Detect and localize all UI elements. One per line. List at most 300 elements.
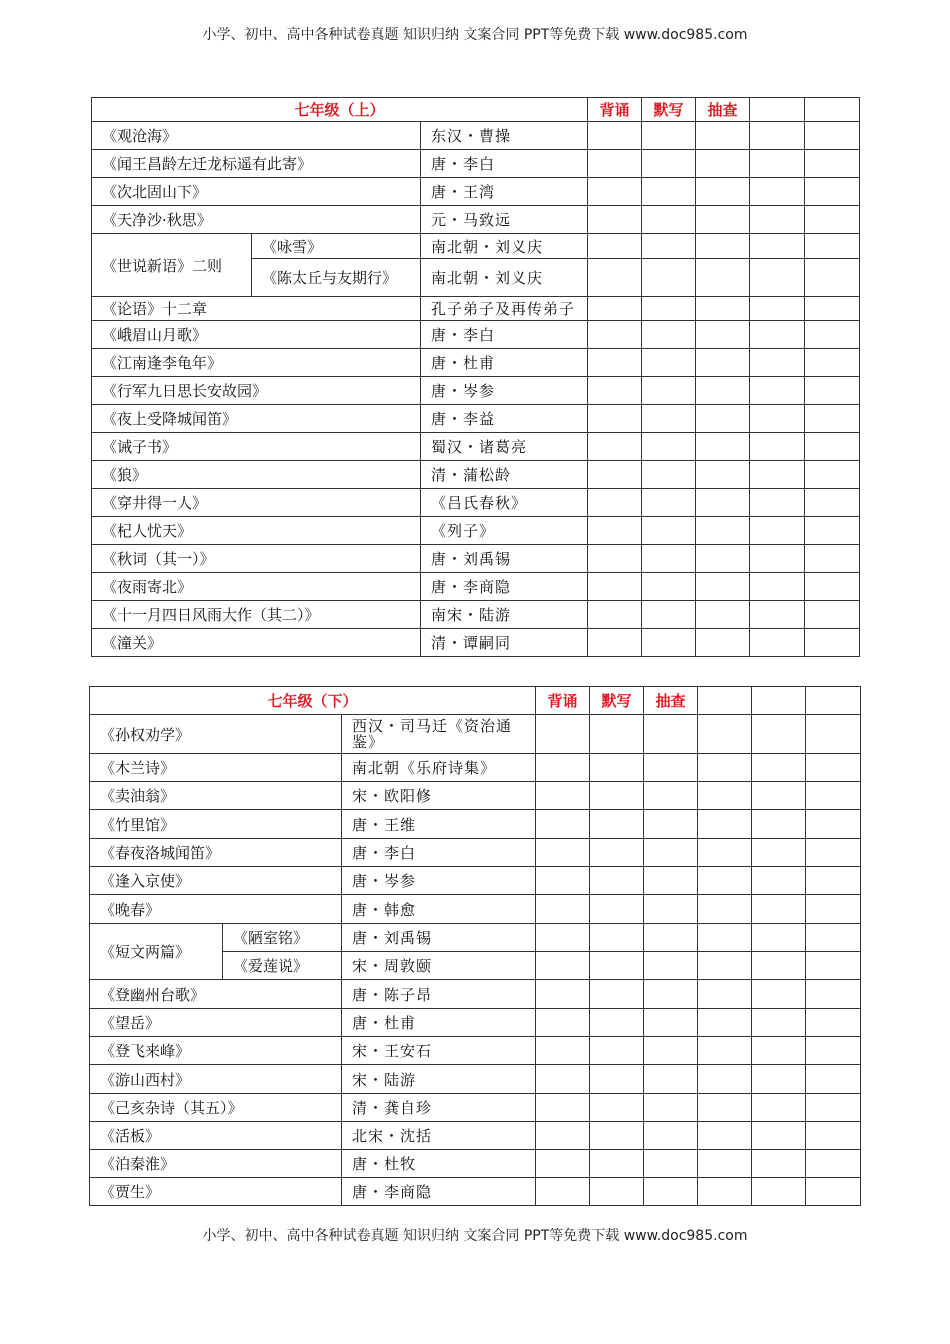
- recite-cell[interactable]: [536, 895, 590, 924]
- blank-cell[interactable]: [698, 715, 752, 754]
- table-row: [90, 1178, 861, 1206]
- check-cell[interactable]: [644, 839, 698, 867]
- blank-cell[interactable]: [750, 489, 805, 517]
- recite-cell[interactable]: [588, 349, 642, 377]
- work-title: 《观沧海》: [92, 122, 421, 150]
- work-author: 南北朝・刘义庆: [421, 234, 588, 259]
- recite-cell[interactable]: [536, 715, 590, 754]
- check-cell[interactable]: [696, 206, 750, 234]
- recite-cell[interactable]: [588, 405, 642, 433]
- work-title: 《竹里馆》: [90, 810, 342, 839]
- check-cell[interactable]: [696, 178, 750, 206]
- blank-cell[interactable]: [806, 1178, 861, 1206]
- check-cell[interactable]: [696, 433, 750, 461]
- blank-cell[interactable]: [752, 810, 806, 839]
- dictate-cell[interactable]: [642, 377, 696, 405]
- check-cell[interactable]: [696, 601, 750, 629]
- table-row: [92, 573, 860, 601]
- check-cell[interactable]: [644, 1150, 698, 1178]
- sub-work-title: 《陈太丘与友期行》: [252, 259, 421, 297]
- table-row: [92, 461, 860, 489]
- check-cell[interactable]: [644, 980, 698, 1009]
- blank-cell[interactable]: [752, 867, 806, 895]
- check-cell[interactable]: [644, 952, 698, 980]
- blank-cell[interactable]: [698, 952, 752, 980]
- blank-cell[interactable]: [805, 150, 860, 178]
- table-row: [92, 517, 860, 545]
- blank-cell[interactable]: [750, 349, 805, 377]
- blank-cell[interactable]: [752, 754, 806, 782]
- check-cell[interactable]: [696, 259, 750, 297]
- table-row: [92, 545, 860, 573]
- blank-cell[interactable]: [805, 517, 860, 545]
- work-title: 《狼》: [92, 461, 421, 489]
- table-row: [92, 150, 860, 178]
- work-author: 唐・李白: [421, 150, 588, 178]
- blank-cell[interactable]: [805, 489, 860, 517]
- recite-cell[interactable]: [536, 782, 590, 810]
- work-title: 《逢入京使》: [90, 867, 342, 895]
- recite-cell[interactable]: [588, 259, 642, 297]
- blank-cell[interactable]: [805, 601, 860, 629]
- blank-cell[interactable]: [752, 839, 806, 867]
- dictate-cell[interactable]: [642, 297, 696, 321]
- work-title: 《闻王昌龄左迁龙标遥有此寄》: [92, 150, 421, 178]
- dictate-cell[interactable]: [642, 259, 696, 297]
- blank-cell[interactable]: [752, 1065, 806, 1094]
- dictate-cell[interactable]: [642, 573, 696, 601]
- dictate-cell[interactable]: [642, 489, 696, 517]
- recite-cell[interactable]: [588, 150, 642, 178]
- blank-cell[interactable]: [698, 810, 752, 839]
- col-dictate: 默写: [642, 98, 696, 122]
- work-author: 南宋・陆游: [421, 601, 588, 629]
- dictate-cell[interactable]: [642, 405, 696, 433]
- dictate-cell[interactable]: [590, 1150, 644, 1178]
- blank-cell[interactable]: [805, 178, 860, 206]
- work-title: 《十一月四日风雨大作（其二）》: [92, 601, 421, 629]
- col-check: 抽查: [696, 98, 750, 122]
- recite-cell[interactable]: [588, 489, 642, 517]
- dictate-cell[interactable]: [642, 433, 696, 461]
- recite-cell[interactable]: [536, 1122, 590, 1150]
- check-cell[interactable]: [644, 715, 698, 754]
- blank-cell[interactable]: [752, 895, 806, 924]
- table-row: [90, 980, 861, 1009]
- recite-cell[interactable]: [588, 629, 642, 657]
- blank-cell[interactable]: [752, 1122, 806, 1150]
- work-title: 《次北固山下》: [92, 178, 421, 206]
- blank-cell[interactable]: [806, 715, 861, 754]
- recite-cell[interactable]: [536, 810, 590, 839]
- check-cell[interactable]: [644, 1178, 698, 1206]
- table-row: [90, 1065, 861, 1094]
- check-cell[interactable]: [696, 297, 750, 321]
- recite-cell[interactable]: [536, 1037, 590, 1065]
- sub-work-title: 《陋室铭》: [223, 924, 342, 952]
- blank-cell[interactable]: [752, 782, 806, 810]
- blank-cell[interactable]: [698, 924, 752, 952]
- table-header-row: [92, 98, 860, 122]
- dictate-cell[interactable]: [642, 461, 696, 489]
- work-title: 《木兰诗》: [90, 754, 342, 782]
- blank-cell[interactable]: [806, 867, 861, 895]
- work-title: 《天净沙·秋思》: [92, 206, 421, 234]
- work-author: 唐・刘禹锡: [342, 924, 536, 952]
- dictate-cell[interactable]: [642, 517, 696, 545]
- work-title: 《卖油翁》: [90, 782, 342, 810]
- work-title: 《峨眉山月歌》: [92, 321, 421, 349]
- work-author: 宋・周敦颐: [342, 952, 536, 980]
- work-author: 唐・李商隐: [421, 573, 588, 601]
- work-title: 《孙权劝学》: [90, 715, 342, 754]
- blank-cell[interactable]: [698, 895, 752, 924]
- sub-work-title: 《咏雪》: [252, 234, 421, 259]
- recite-cell[interactable]: [588, 517, 642, 545]
- work-author: 唐・王湾: [421, 178, 588, 206]
- blank-cell[interactable]: [806, 1150, 861, 1178]
- work-author: 唐・岑参: [342, 867, 536, 895]
- blank-cell[interactable]: [698, 754, 752, 782]
- blank-cell: [750, 98, 805, 122]
- blank-cell[interactable]: [805, 259, 860, 297]
- work-title: 《春夜洛城闻笛》: [90, 839, 342, 867]
- blank-cell[interactable]: [750, 178, 805, 206]
- blank-cell[interactable]: [750, 573, 805, 601]
- blank-cell[interactable]: [752, 980, 806, 1009]
- sub-work-title: 《爱莲说》: [223, 952, 342, 980]
- dictate-cell[interactable]: [642, 234, 696, 259]
- table-row: [92, 122, 860, 150]
- table-row: [92, 489, 860, 517]
- col-check: 抽查: [644, 687, 698, 715]
- work-author: 唐・李益: [421, 405, 588, 433]
- blank-cell[interactable]: [698, 1037, 752, 1065]
- recite-cell[interactable]: [588, 234, 642, 259]
- table-row: [92, 629, 860, 657]
- blank-cell[interactable]: [752, 1150, 806, 1178]
- work-title: 《望岳》: [90, 1009, 342, 1037]
- dictate-cell[interactable]: [590, 782, 644, 810]
- dictate-cell[interactable]: [590, 1122, 644, 1150]
- blank-cell[interactable]: [805, 297, 860, 321]
- work-title: 《活板》: [90, 1122, 342, 1150]
- blank-cell[interactable]: [750, 259, 805, 297]
- work-title: 《杞人忧天》: [92, 517, 421, 545]
- check-cell[interactable]: [644, 895, 698, 924]
- table-row: [90, 924, 861, 952]
- dictate-cell[interactable]: [590, 754, 644, 782]
- work-title: 《江南逢李龟年》: [92, 349, 421, 377]
- work-title: 《泊秦淮》: [90, 1150, 342, 1178]
- blank-cell[interactable]: [750, 206, 805, 234]
- work-author: 唐・岑参: [421, 377, 588, 405]
- recite-cell[interactable]: [536, 980, 590, 1009]
- table-row: [92, 405, 860, 433]
- blank-cell[interactable]: [752, 1094, 806, 1122]
- blank-cell[interactable]: [806, 810, 861, 839]
- recite-cell[interactable]: [536, 1150, 590, 1178]
- recite-cell[interactable]: [588, 433, 642, 461]
- blank-cell[interactable]: [698, 839, 752, 867]
- dictate-cell[interactable]: [590, 895, 644, 924]
- work-title: 《游山西村》: [90, 1065, 342, 1094]
- dictate-cell[interactable]: [642, 150, 696, 178]
- recite-cell[interactable]: [536, 839, 590, 867]
- dictate-cell[interactable]: [642, 178, 696, 206]
- blank-cell[interactable]: [805, 433, 860, 461]
- blank-cell[interactable]: [752, 952, 806, 980]
- blank-cell: [698, 687, 752, 715]
- blank-cell[interactable]: [750, 377, 805, 405]
- work-author: 南北朝・刘义庆: [421, 259, 588, 297]
- blank-cell[interactable]: [750, 433, 805, 461]
- recite-cell[interactable]: [536, 924, 590, 952]
- table-row: [90, 867, 861, 895]
- table-row: [90, 839, 861, 867]
- blank-cell[interactable]: [806, 1009, 861, 1037]
- blank-cell[interactable]: [698, 980, 752, 1009]
- blank-cell[interactable]: [752, 924, 806, 952]
- work-author: 唐・杜甫: [342, 1009, 536, 1037]
- blank-cell[interactable]: [805, 377, 860, 405]
- col-recite: 背诵: [536, 687, 590, 715]
- table-row: [92, 433, 860, 461]
- table-row: [90, 1122, 861, 1150]
- dictate-cell[interactable]: [642, 206, 696, 234]
- recite-cell[interactable]: [588, 321, 642, 349]
- check-cell[interactable]: [644, 754, 698, 782]
- table-row: [92, 178, 860, 206]
- table-row: [92, 321, 860, 349]
- recite-cell[interactable]: [536, 754, 590, 782]
- blank-cell[interactable]: [752, 1009, 806, 1037]
- recite-cell[interactable]: [536, 1178, 590, 1206]
- blank-cell[interactable]: [752, 715, 806, 754]
- blank-cell[interactable]: [805, 206, 860, 234]
- recite-cell[interactable]: [588, 178, 642, 206]
- recite-cell[interactable]: [588, 297, 642, 321]
- table-row: [90, 1150, 861, 1178]
- dictate-cell[interactable]: [642, 122, 696, 150]
- work-author: 唐・杜甫: [421, 349, 588, 377]
- table-row: [90, 754, 861, 782]
- blank-cell[interactable]: [698, 1178, 752, 1206]
- table-row: [92, 297, 860, 321]
- check-cell[interactable]: [644, 1037, 698, 1065]
- check-cell[interactable]: [696, 122, 750, 150]
- blank-cell[interactable]: [698, 782, 752, 810]
- table-title: 七年级（上）: [92, 98, 588, 122]
- page-header: 小学、初中、高中各种试卷真题 知识归纳 文案合同 PPT等免费下载 www.doc985.com: [202, 27, 748, 43]
- work-author: 清・蒲松龄: [421, 461, 588, 489]
- work-author: 唐・韩愈: [342, 895, 536, 924]
- col-dictate: 默写: [590, 687, 644, 715]
- dictate-cell[interactable]: [590, 1178, 644, 1206]
- blank-cell[interactable]: [806, 1065, 861, 1094]
- check-cell[interactable]: [696, 234, 750, 259]
- page-footer: 小学、初中、高中各种试卷真题 知识归纳 文案合同 PPT等免费下载 www.doc985.com: [202, 1228, 748, 1244]
- blank-cell[interactable]: [750, 321, 805, 349]
- recite-cell[interactable]: [588, 377, 642, 405]
- check-cell[interactable]: [696, 545, 750, 573]
- table-row: [90, 1037, 861, 1065]
- dictate-cell[interactable]: [642, 629, 696, 657]
- work-title: 《诫子书》: [92, 433, 421, 461]
- table-row: [90, 1094, 861, 1122]
- blank-cell[interactable]: [750, 122, 805, 150]
- work-author: 唐・陈子昂: [342, 980, 536, 1009]
- dictate-cell[interactable]: [590, 810, 644, 839]
- check-cell[interactable]: [644, 1009, 698, 1037]
- recite-cell[interactable]: [536, 1065, 590, 1094]
- recite-cell[interactable]: [536, 1094, 590, 1122]
- check-cell[interactable]: [696, 377, 750, 405]
- blank-cell[interactable]: [698, 1065, 752, 1094]
- dictate-cell[interactable]: [590, 715, 644, 754]
- work-author: 唐・刘禹锡: [421, 545, 588, 573]
- blank-cell[interactable]: [750, 150, 805, 178]
- check-cell[interactable]: [644, 867, 698, 895]
- work-author: 宋・欧阳修: [342, 782, 536, 810]
- work-author: 唐・王维: [342, 810, 536, 839]
- blank-cell[interactable]: [750, 545, 805, 573]
- work-title: 《登幽州台歌》: [90, 980, 342, 1009]
- blank-cell[interactable]: [806, 1122, 861, 1150]
- table-header-row: [90, 687, 861, 715]
- blank-cell[interactable]: [806, 924, 861, 952]
- blank-cell[interactable]: [805, 629, 860, 657]
- blank-cell[interactable]: [698, 1094, 752, 1122]
- blank-cell[interactable]: [805, 349, 860, 377]
- blank-cell[interactable]: [698, 1122, 752, 1150]
- dictate-cell[interactable]: [642, 601, 696, 629]
- col-recite: 背诵: [588, 98, 642, 122]
- blank-cell[interactable]: [752, 1037, 806, 1065]
- table-title: 七年级（下）: [90, 687, 536, 715]
- recite-cell[interactable]: [536, 1009, 590, 1037]
- blank-cell[interactable]: [805, 122, 860, 150]
- blank-cell[interactable]: [750, 629, 805, 657]
- check-cell[interactable]: [696, 489, 750, 517]
- check-cell[interactable]: [696, 461, 750, 489]
- check-cell[interactable]: [644, 782, 698, 810]
- work-title: 《论语》十二章: [92, 297, 421, 321]
- check-cell[interactable]: [644, 1094, 698, 1122]
- work-author: 唐・李白: [421, 321, 588, 349]
- blank-cell: [752, 687, 806, 715]
- blank-cell[interactable]: [698, 1150, 752, 1178]
- check-cell[interactable]: [696, 321, 750, 349]
- check-cell[interactable]: [644, 924, 698, 952]
- work-author: 《列子》: [421, 517, 588, 545]
- check-cell[interactable]: [696, 629, 750, 657]
- recite-cell[interactable]: [588, 461, 642, 489]
- recite-cell[interactable]: [588, 545, 642, 573]
- blank-cell[interactable]: [805, 234, 860, 259]
- blank-cell[interactable]: [750, 601, 805, 629]
- blank-cell[interactable]: [750, 297, 805, 321]
- recite-cell[interactable]: [536, 952, 590, 980]
- dictate-cell[interactable]: [590, 1094, 644, 1122]
- dictate-cell[interactable]: [590, 1009, 644, 1037]
- work-title: 《夜雨寄北》: [92, 573, 421, 601]
- blank-cell[interactable]: [750, 234, 805, 259]
- blank-cell[interactable]: [806, 952, 861, 980]
- recite-cell[interactable]: [588, 206, 642, 234]
- check-cell[interactable]: [696, 349, 750, 377]
- work-author: 清・龚自珍: [342, 1094, 536, 1122]
- table-row: [90, 782, 861, 810]
- check-cell[interactable]: [644, 1122, 698, 1150]
- blank-cell[interactable]: [805, 545, 860, 573]
- blank-cell[interactable]: [750, 405, 805, 433]
- check-cell[interactable]: [696, 405, 750, 433]
- blank-cell[interactable]: [805, 405, 860, 433]
- dictate-cell[interactable]: [590, 839, 644, 867]
- blank-cell[interactable]: [806, 1094, 861, 1122]
- check-cell[interactable]: [644, 810, 698, 839]
- work-author: 南北朝《乐府诗集》: [342, 754, 536, 782]
- recite-cell[interactable]: [588, 601, 642, 629]
- work-title: 《穿井得一人》: [92, 489, 421, 517]
- check-cell[interactable]: [696, 573, 750, 601]
- dictate-cell[interactable]: [642, 545, 696, 573]
- check-cell[interactable]: [644, 1065, 698, 1094]
- check-cell[interactable]: [696, 150, 750, 178]
- blank-cell[interactable]: [805, 573, 860, 601]
- recite-cell[interactable]: [588, 573, 642, 601]
- dictate-cell[interactable]: [590, 1065, 644, 1094]
- blank-cell[interactable]: [806, 1037, 861, 1065]
- blank-cell: [805, 98, 860, 122]
- dictate-cell[interactable]: [590, 867, 644, 895]
- blank-cell[interactable]: [806, 895, 861, 924]
- work-title: 《夜上受降城闻笛》: [92, 405, 421, 433]
- blank-cell[interactable]: [805, 321, 860, 349]
- work-author: 宋・王安石: [342, 1037, 536, 1065]
- check-cell[interactable]: [696, 517, 750, 545]
- blank-cell[interactable]: [750, 461, 805, 489]
- dictate-cell[interactable]: [590, 924, 644, 952]
- work-author: 元・马致远: [421, 206, 588, 234]
- recite-cell[interactable]: [536, 867, 590, 895]
- recite-cell[interactable]: [588, 122, 642, 150]
- blank-cell[interactable]: [752, 1178, 806, 1206]
- dictate-cell[interactable]: [590, 952, 644, 980]
- table-row: [92, 601, 860, 629]
- blank-cell[interactable]: [698, 867, 752, 895]
- dictate-cell[interactable]: [642, 349, 696, 377]
- blank-cell[interactable]: [805, 461, 860, 489]
- work-author: 北宋・沈括: [342, 1122, 536, 1150]
- blank-cell[interactable]: [806, 754, 861, 782]
- table-row: [90, 810, 861, 839]
- work-author: 西汉・司马迁《资治通鉴》: [342, 715, 536, 754]
- grade7-upper-table: [91, 97, 860, 657]
- dictate-cell[interactable]: [590, 980, 644, 1009]
- work-author: 唐・杜牧: [342, 1150, 536, 1178]
- blank-cell[interactable]: [698, 1009, 752, 1037]
- blank-cell[interactable]: [750, 517, 805, 545]
- dictate-cell[interactable]: [590, 1037, 644, 1065]
- dictate-cell[interactable]: [642, 321, 696, 349]
- blank-cell[interactable]: [806, 839, 861, 867]
- blank-cell: [806, 687, 861, 715]
- blank-cell[interactable]: [806, 782, 861, 810]
- blank-cell[interactable]: [806, 980, 861, 1009]
- table-row: [92, 377, 860, 405]
